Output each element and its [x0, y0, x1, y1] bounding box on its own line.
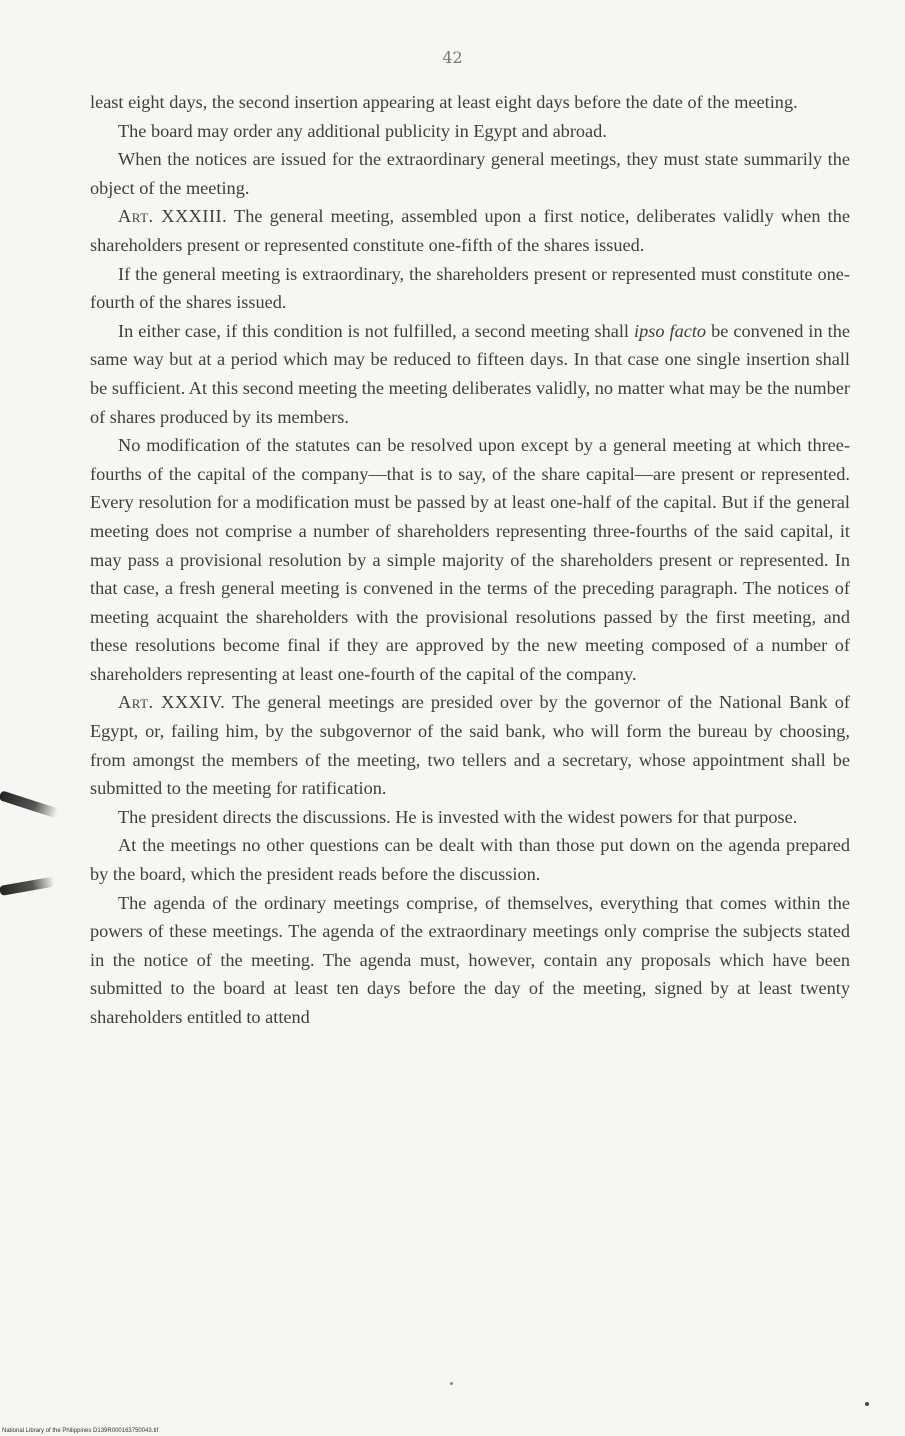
scan-speck	[450, 1382, 453, 1385]
paragraph-art-xxxiv	[90, 688, 850, 802]
paragraph-art-xxxiii	[90, 202, 850, 259]
page-number: 42	[442, 48, 463, 67]
scan-speck	[865, 1402, 869, 1406]
paragraph-7	[90, 431, 850, 688]
article-heading: Art. XXXIII.	[118, 206, 228, 227]
paragraph-text: At the meetings no other questions can be dealt with than those put down on the agenda prepared by the board, which the president reads before the discussion.	[90, 835, 850, 885]
scan-artifact-mark	[0, 877, 55, 896]
paragraph-text: When the notices are issued for the extraordinary general meetings, they must state summarily the object of the meeting.	[90, 149, 850, 198]
paragraph-3	[90, 145, 850, 202]
paragraph-text: least eight days, the second insertion appearing at least eight days before the date of the meeting.	[90, 92, 798, 112]
scan-caption: National Library of the Philippines D139R000163750043.tif	[2, 1428, 159, 1434]
paragraph-9	[90, 803, 850, 832]
paragraph-1	[90, 88, 850, 117]
paragraph-text: No modification of the statutes can be resolved upon except by a general meeting at which three-fourths of the capital of the company—that is to say, of the share capital—are present or represented. Every resolution for a modification must be passed by at least one-half of the capital. But if the general meeting does not comprise a number of shareholders representing three-fourths of the said capital, it may pass a provisional resolution by a simple majority of the shareholders present or represented. In that case, a fresh general meeting is convened in the terms of the preceding paragraph. The notices of meeting acquaint the shareholders with the provisional resolutions passed by the first meeting, and these resolutions become final if they are approved by the new meeting composed of a number of shareholders representing at least one-fourth of the capital of the company.	[90, 435, 850, 684]
paragraph-5	[90, 260, 850, 317]
paragraph-text: The agenda of the ordinary meetings comprise, of themselves, everything that comes within the powers of these meetings. The agenda of the extraordinary meetings only comprise the subjects stated in the notice of the meeting. The agenda must, however, contain any proposals which have been submitted to the board at least ten days before the day of the meeting, signed by at least twenty shareholders entitled to attend	[90, 892, 850, 1027]
paragraph-6	[90, 317, 850, 431]
scan-artifact-mark	[0, 790, 59, 818]
paragraph-11	[90, 889, 850, 1032]
paragraph-2	[90, 117, 850, 146]
paragraph-text: be convened in the same way but at a period which may be reduced to fifteen days. In that case one single insertion shall be sufficient. At this second meeting the meeting deliberates validly, no matter what may be the number of shares produced by its members.	[90, 320, 850, 427]
paragraph-10	[90, 831, 850, 888]
paragraph-text: If the general meeting is extraordinary, the shareholders present or represented must constitute one-fourth of the shares issued.	[90, 263, 850, 313]
paragraph-text: The president directs the discussions. He is invested with the widest powers for that purpose.	[118, 806, 798, 827]
paragraph-text: In either case, if this condition is not fulfilled, a second meeting shall	[118, 320, 635, 341]
paragraph-text: The board may order any additional publicity in Egypt and abroad.	[118, 120, 607, 141]
paragraph-text: The general meeting, assembled upon a first notice, deliberates validly when the shareholders present or represented constitute one-fifth of the shares issued.	[90, 206, 850, 255]
italic-phrase: ipso facto	[634, 320, 707, 341]
paragraph-text: The general meetings are presided over by the governor of the National Bank of Egypt, or, failing him, by the subgovernor of the said bank, who will form the bureau by choosing, from amongst the members of the meeting, two tellers and a secretary, whose appointment shall be submitted to the meeting for ratification.	[90, 692, 850, 799]
body-text	[90, 88, 850, 1032]
article-heading: Art. XXXIV.	[118, 692, 226, 713]
